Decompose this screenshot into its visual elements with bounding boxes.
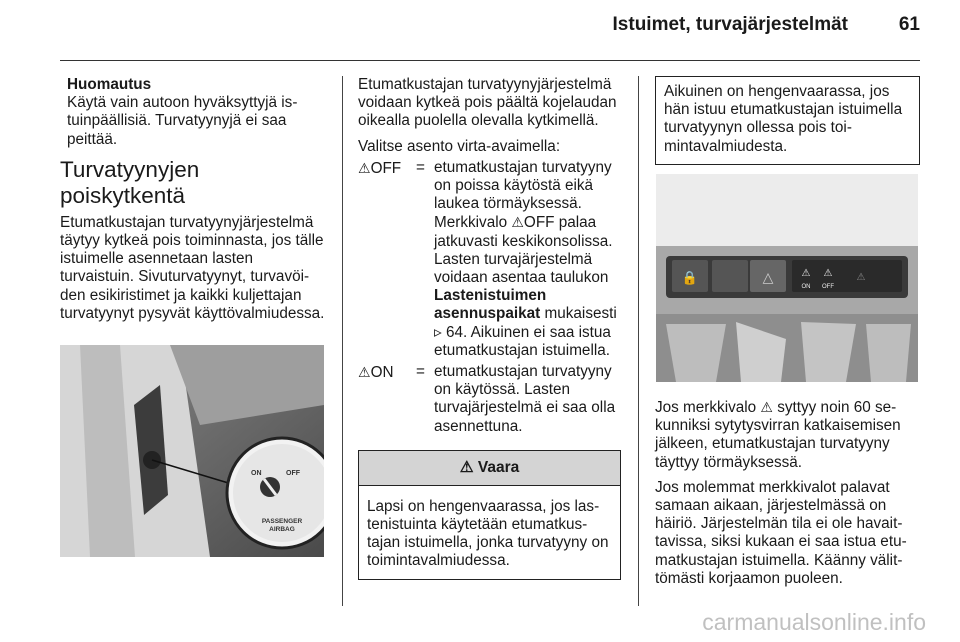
- off-desc-b: palaa jatkuvasti keskikonsolissa. Lasten turvajärjestelmä voidaan asentaa taulukon: [434, 214, 613, 287]
- indicator-paragraph: [655, 398, 920, 472]
- column-divider-2: [638, 76, 639, 606]
- off-desc-ref: 64: [445, 323, 463, 341]
- page-ref-icon: ▹: [434, 323, 446, 341]
- switch-intro: Etumatkustajan turvatyynyjärjestelmä voidaan kytkeä pois päältä kojelaudan oikealla puolella olevalla kytkimellä.: [358, 76, 617, 130]
- column-2: [358, 76, 621, 580]
- header-rule: [60, 60, 920, 61]
- off-desc-a: etumatkustajan turvatyyny on poissa käytöstä eikä laukea törmäyksessä. Merkkivalo: [434, 158, 612, 232]
- on-eq: =: [416, 363, 425, 381]
- page-number: 61: [898, 14, 920, 35]
- off-desc-c: mukaisesti: [540, 305, 617, 323]
- lock-icon: 🔒: [681, 271, 699, 286]
- on-term: ON: [370, 364, 394, 382]
- airbag-on-photo-icon: ⚠: [801, 268, 811, 279]
- on-definition: [358, 363, 621, 436]
- watermark: carmanualsonline.info: [702, 609, 926, 635]
- para1-a: Jos merkkivalo: [655, 399, 761, 416]
- column-1: [60, 76, 326, 323]
- console-indicator-photo: [656, 174, 918, 382]
- danger-text: Lapsi on hengenvaarassa, jos lastenistuinta käytetään etumatkustajan istuimella, jonka turvatyyny on toimintavalmiudessa.: [367, 497, 609, 570]
- para1-b: syttyy noin 60 sekunniksi sytytysvirran katkaisemisen jälkeen, etumatkustajan turvatyyny täyttyy törmäyksessä.: [655, 399, 901, 471]
- photo1-on-label: ON: [251, 470, 262, 477]
- photo2-on-label: ON: [801, 284, 811, 290]
- fault-paragraph: Jos molemmat merkkivalot palavat samaan aikaan, järjestelmässä on häiriö. Järjestelmän tila ei ole havaittavissa, siksi kukaan ei saa istua etumatkustajan istuimella. Käänny välittömästi korjaamon puoleen.: [655, 478, 907, 587]
- photo1-passenger-label: PASSENGER: [261, 518, 303, 525]
- intro-paragraph: Etumatkustajan turvatyynyjärjestelmä täytyy kytkeä pois toiminnasta, jos tälle istuimelle asennetaan lasten turvaistuin. Sivuturvatyynyt, turvavöiden esikiristimet ja kaikki kuljettajan turvatyynyt pysyvät käyttövalmiudessa.: [60, 213, 325, 322]
- seatbelt-icon: ⚠: [856, 272, 866, 283]
- off-desc-lamp: OFF: [523, 214, 555, 232]
- select-position-text: Valitse asento virta-avaimella:: [358, 137, 561, 155]
- airbag-on-icon: ⚠: [358, 364, 371, 381]
- off-desc-bold: Lastenistuimen asennuspaikat: [434, 287, 547, 323]
- airbag-on-lamp-icon: ⚠: [760, 399, 773, 415]
- off-definition: [358, 159, 621, 360]
- note-text: Käytä vain autoon hyväksyttyjä istuinpäällisiä. Turvatyynyjä ei saa peittää.: [67, 94, 298, 148]
- section-title: Istuimet, turvajärjestelmät: [612, 14, 848, 35]
- off-eq: =: [416, 158, 425, 176]
- airbag-off-lamp-icon: ⚠: [511, 214, 524, 231]
- section-heading: Turvatyynyjen poiskytkentä: [60, 156, 200, 208]
- off-term: OFF: [370, 159, 402, 177]
- hazard-icon: △: [762, 270, 774, 286]
- off-desc-d: . Aikuinen ei saa istua etumatkustajan istuimella.: [434, 323, 611, 359]
- photo1-airbag-label: AIRBAG: [269, 526, 295, 533]
- photo2-off-label: OFF: [822, 284, 834, 290]
- column-3-lower: [655, 398, 920, 588]
- column-divider-1: [342, 76, 343, 606]
- photo1-off-label: OFF: [286, 470, 300, 477]
- note-title: Huomautus: [67, 76, 152, 93]
- column-3: [655, 76, 920, 165]
- warning-triangle-icon: ⚠: [459, 458, 474, 476]
- airbag-switch-photo: [60, 345, 324, 557]
- airbag-off-icon: ⚠: [358, 159, 371, 176]
- danger-box: [358, 450, 621, 580]
- on-desc: etumatkustajan turvatyyny on käytössä. Lasten turvajärjestelmä ei saa olla asennettuna.: [434, 363, 616, 435]
- airbag-off-photo-icon: ⚠: [823, 268, 833, 279]
- danger-title: Vaara: [477, 458, 520, 476]
- caution-box: Aikuinen on hengenvaarassa, jos hän istuu etumatkustajan istuimella turvatyynyn ollessa pois toimintavalmiudesta.: [655, 76, 920, 165]
